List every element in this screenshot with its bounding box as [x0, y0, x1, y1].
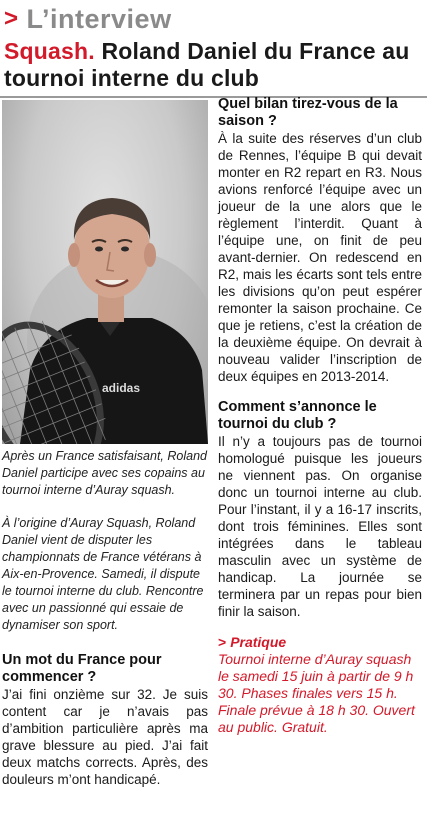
portrait-photo — [2, 100, 208, 444]
right-column — [218, 96, 422, 736]
chevron-right-icon: > — [218, 634, 227, 650]
article-headline — [4, 38, 424, 92]
headline-lead: Squash. — [4, 38, 95, 64]
pratique-title: Pratique — [230, 634, 287, 650]
pratique-heading — [218, 634, 422, 651]
left-column — [2, 100, 208, 788]
pratique-text: Tournoi interne d’Auray squash le samedi 15 juin à partir de 9 h 30. Phases finales vers 15 h. Finale prévue à 18 h 30. Ouvert au public. Gratuit. — [218, 651, 415, 735]
intro-paragraph: À l’origine d’Auray Squash, Roland Daniel vient de disputer les championnats de France vétérans à Aix-en-Provence. Samedi, il dispute le tournoi interne du club. Rencontre avec un passionné qui essaie de dynamiser son sport. — [2, 516, 204, 632]
question-3: Comment s’annonce le tournoi du club ? — [218, 399, 377, 432]
question-2: Quel bilan tirez-vous de la saison ? — [218, 96, 398, 129]
section-title: L’interview — [26, 3, 172, 34]
answer-1: J’ai fini onzième sur 32. Je suis content car je n’avais pas d’ambition particulière après ma grave blessure au pied. J’ai fait deux matchs corrects. Après, des douleurs m’ont handicapé. — [2, 687, 208, 787]
section-kicker — [4, 2, 172, 36]
player-illustration — [2, 100, 208, 444]
question-1: Un mot du France pour commencer ? — [2, 652, 162, 685]
chevron-right-icon: > — [4, 5, 19, 32]
pratique-box — [218, 634, 422, 736]
photo-caption: Après un France satisfaisant, Roland Daniel participe avec ses copains au tournoi interne d’Auray squash. — [2, 449, 207, 497]
shirt-logo: adidas — [102, 381, 141, 395]
answer-2: À la suite des réserves d’un club de Rennes, l’équipe B qui devait monter en R2 repart en R3. Nous avions renforcé l’équipe avec un joueur de la une alors que le règlement l’interdit. Quant à l’équipe une, on finit de peu avant-dernier. On redescend en R2, mais les écarts sont tels entre les divisions qu’on peut espérer remonter la saison prochaine. Ce que je retiens, c’est la création de la deuxième équipe. On devrait à nouveau valider l’inscription de deux équipes en 2013-2014. — [218, 131, 422, 384]
answer-3: Il n’y a toujours pas de tournoi homologué puisque les joueurs ne viennent pas. On organise donc un tournoi interne au club. Pour l’instant, il y a 16-17 inscrits, dont trois féminines. Elles sont intégrées dans le tableau masculin avec un système de handicap. La journée se terminera par un repas pour bien finir la saison. — [218, 434, 422, 619]
headline-text: Roland Daniel du France au tournoi interne du club — [4, 38, 410, 91]
